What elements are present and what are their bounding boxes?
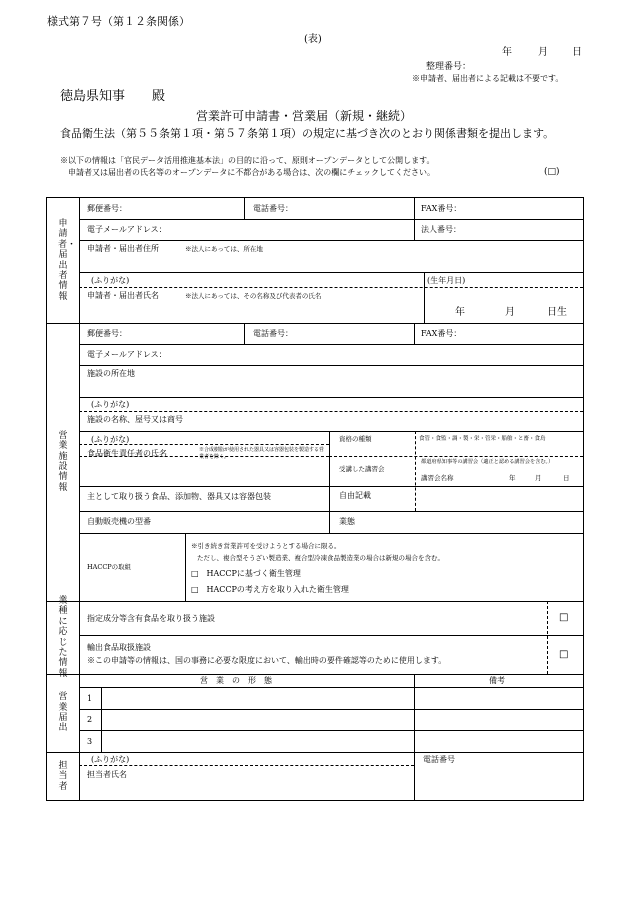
applicant-email-label: 電子メールアドレス： [87, 225, 167, 234]
export-facility-note: ※この申請等の情報は、国の事務に必要な限度において、輸出時の要件確認等のために使用します。 [87, 656, 447, 665]
business-row-number: 2 [87, 715, 93, 724]
submission-statement: 食品衛生法（第５５条第１項・第５７条第１項）の規定に基づき次のとおり関係書類を提出します。 [60, 127, 555, 140]
hygiene-manager-note: ※合成樹脂が使用された器具又は容器包装を製造する営業者を除く。 [199, 447, 325, 460]
opendata-note-2: 申請者又は届出者の氏名等のオープンデータに不都合がある場合は、次の欄にチェックしてください。 [68, 168, 436, 177]
business-type-label: 業態 [339, 517, 355, 526]
facility-fax-label: FAX番号： [421, 329, 462, 338]
facility-postal-label: 郵便番号： [87, 329, 127, 338]
contact-furigana-label: (ふりがな) [91, 755, 130, 764]
date-year: 年 [502, 47, 512, 58]
course-name-label: 講習会名称 [421, 474, 454, 482]
designated-ingredient-checkbox[interactable]: □ [559, 612, 569, 623]
business-row-number: 3 [87, 737, 93, 746]
haccp-note: ※引き続き営業許可を受けようとする場合に限る。 [191, 542, 341, 550]
addressee: 徳島県知事 [60, 89, 126, 104]
qualification-list: 食管・食監・調・製・栄・管栄・船舶・と畜・食鳥 [419, 436, 546, 442]
applicant-phone-label: 電話番号： [253, 204, 293, 213]
reference-number-label: 整理番号： [426, 62, 472, 72]
hygiene-manager-name-label: 食品衛生責任者の氏名 [87, 449, 167, 458]
opendata-checkbox[interactable]: (□) [544, 167, 560, 177]
hygiene-furigana-label: (ふりがな) [91, 435, 130, 444]
course-month: 月 [535, 474, 542, 482]
haccp-option-based[interactable]: □ HACCPに基づく衛生管理 [191, 569, 301, 578]
export-facility-checkbox[interactable]: □ [559, 649, 569, 660]
facility-email-label: 電子メールアドレス： [87, 350, 167, 359]
facility-phone-label: 電話番号： [253, 329, 293, 338]
facility-furigana-label: (ふりがな) [91, 400, 130, 409]
applicant-section-label: 申請者・届出者情報 [58, 219, 77, 302]
date-month: 月 [538, 47, 548, 58]
contact-phone-label: 電話番号 [423, 755, 455, 764]
course-day: 日 [563, 474, 570, 482]
applicant-birth-label: (生年月日) [427, 276, 466, 285]
course-note: 都道府県知事等の講習会（適正と認める講習会を含む。） [421, 459, 554, 465]
birth-day: 日生 [547, 307, 567, 318]
applicant-name-label: 申請者・届出者氏名 [87, 291, 159, 300]
opendata-note: ※以下の情報は「官民データ活用推進基本法」の目的に沿って、原則オープンデータとして公開します。 [60, 156, 435, 165]
export-facility-label: 輸出食品取扱施設 [87, 643, 151, 652]
honorific: 殿 [152, 89, 166, 104]
course-attended-label: 受講した講習会 [339, 465, 385, 473]
date-day: 日 [572, 47, 582, 58]
applicant-name-note: ※法人にあっては、その名称及び代表者の氏名 [185, 292, 322, 300]
form-title: 営業許可申請書・営業届（新規・継続） [196, 109, 413, 123]
business-form-header: 営 業 の 形 態 [200, 676, 272, 685]
haccp-option-approach[interactable]: □ HACCPの考え方を取り入れた衛生管理 [191, 585, 349, 594]
haccp-label: HACCPの取組 [87, 563, 132, 571]
applicant-address-label: 申請者・届出者住所 [87, 244, 159, 253]
qualification-type-label: 資格の種類 [339, 435, 372, 443]
birth-year: 年 [455, 307, 465, 318]
facility-name-label: 施設の名称、屋号又は商号 [87, 415, 183, 424]
reference-note: ※申請者、届出者による記載は不要です。 [412, 74, 564, 83]
contact-name-label: 担当者氏名 [87, 770, 127, 779]
vending-machine-label: 自動販売機の型番 [87, 517, 151, 526]
applicant-corp-number-label: 法人番号： [421, 225, 461, 234]
course-year: 年 [509, 474, 516, 482]
applicant-postal-label: 郵便番号： [87, 204, 127, 213]
contact-section-label: 担当者 [58, 760, 68, 792]
business-notification-section-label: 営業届出 [58, 692, 68, 734]
remarks-header: 備考 [489, 676, 505, 685]
haccp-note-2: ただし、複合型そうざい製造業、複合型冷凍食品製造業の場合は新規の場合を含む。 [197, 554, 444, 562]
main-products-label: 主として取り扱う食品、添加物、器具又は容器包装 [87, 492, 271, 501]
free-entry-label: 自由記載 [339, 491, 371, 500]
applicant-furigana-label: (ふりがな) [91, 276, 130, 285]
facility-section-label: 営業施設情報 [58, 430, 68, 493]
business-row-number: 1 [87, 694, 93, 703]
industry-section-label: 業種に応じた情報 [58, 596, 68, 679]
application-form [46, 197, 584, 801]
applicant-fax-label: FAX番号： [421, 204, 462, 213]
birth-month: 月 [505, 307, 515, 318]
applicant-address-note: ※法人にあっては、所在地 [185, 245, 263, 253]
designated-ingredient-facility-label: 指定成分等含有食品を取り扱う施設 [87, 614, 215, 623]
side-label: (表) [304, 34, 322, 45]
facility-location-label: 施設の所在地 [87, 369, 135, 378]
form-number: 様式第７号（第１２条関係） [47, 15, 190, 28]
